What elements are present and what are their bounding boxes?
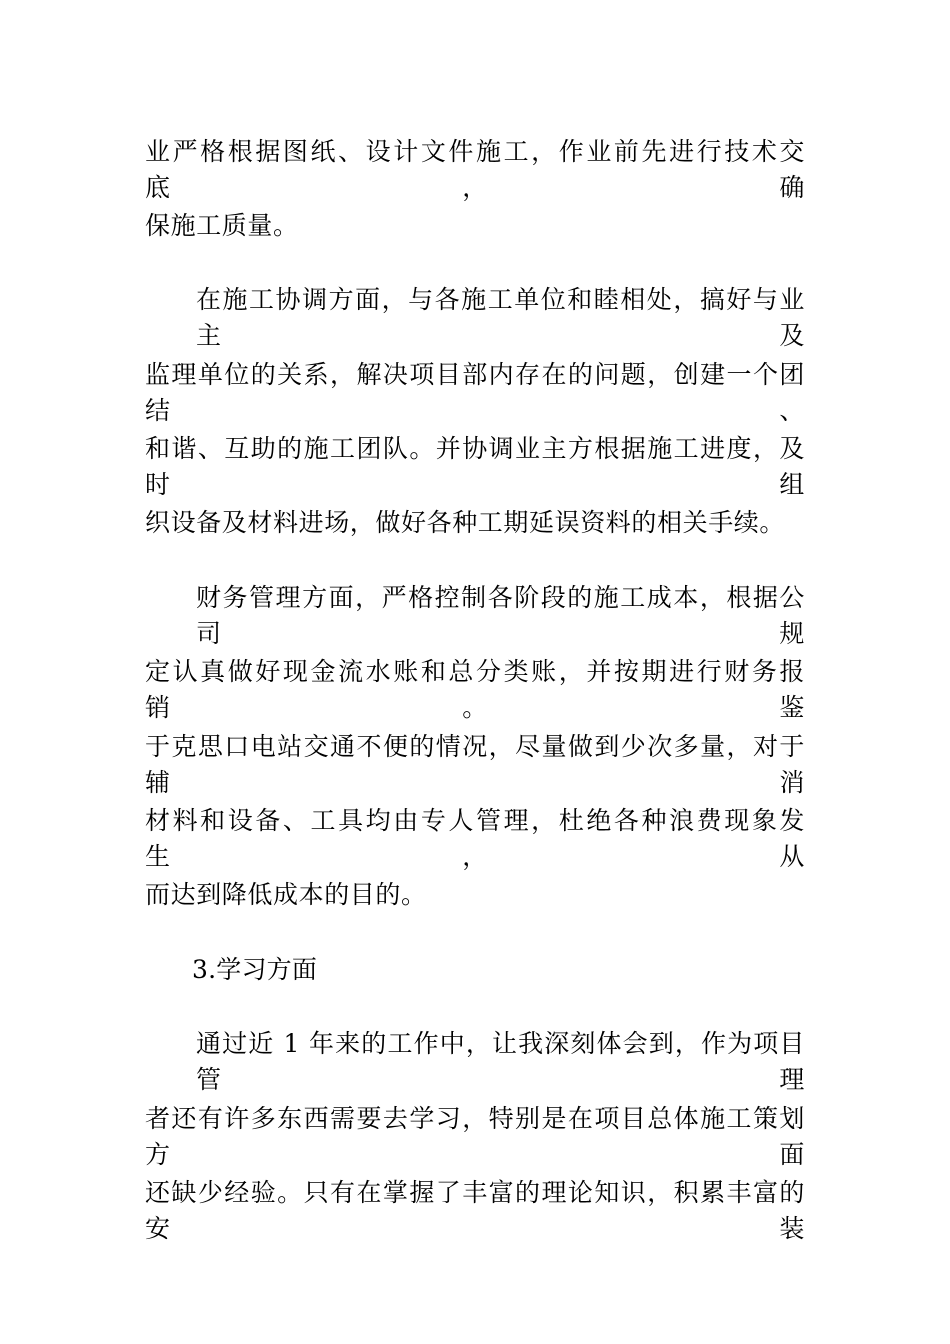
text-line: 在施工协调方面，与各施工单位和睦相处，搞好与业主及 xyxy=(196,285,805,350)
text-line: 织设备及材料进场，做好各种工期延误资料的相关手续。 xyxy=(145,508,786,537)
text-line: 财务管理方面，严格控制各阶段的施工成本，根据公司规 xyxy=(196,583,805,648)
text-line: 监理单位的关系，解决项目部内存在的问题，创建一个团结、 xyxy=(145,360,805,425)
text-line: 定认真做好现金流水账和总分类账，并按期进行财务报销。鉴 xyxy=(145,657,805,722)
section-heading: 3.学习方面 xyxy=(192,955,318,984)
text-line: 者还有许多东西需要去学习，特别是在项目总体施工策划方面 xyxy=(145,1104,805,1169)
text-line: 和谐、互助的施工团队。并协调业主方根据施工进度，及时组 xyxy=(145,434,805,499)
text-line: 于克思口电站交通不便的情况，尽量做到少次多量，对于辅消 xyxy=(145,732,805,797)
text-line: 还缺少经验。只有在掌握了丰富的理论知识，积累丰富的安装 xyxy=(145,1178,805,1243)
text-line: 而达到降低成本的目的。 xyxy=(145,880,427,909)
text-line: 业严格根据图纸、设计文件施工，作业前先进行技术交底，确 xyxy=(145,137,805,202)
text-line: 保施工质量。 xyxy=(145,211,299,240)
text-line: 通过近 1 年来的工作中，让我深刻体会到，作为项目管理 xyxy=(196,1029,805,1094)
text-line: 材料和设备、工具均由专人管理，杜绝各种浪费现象发生，从 xyxy=(145,806,805,871)
